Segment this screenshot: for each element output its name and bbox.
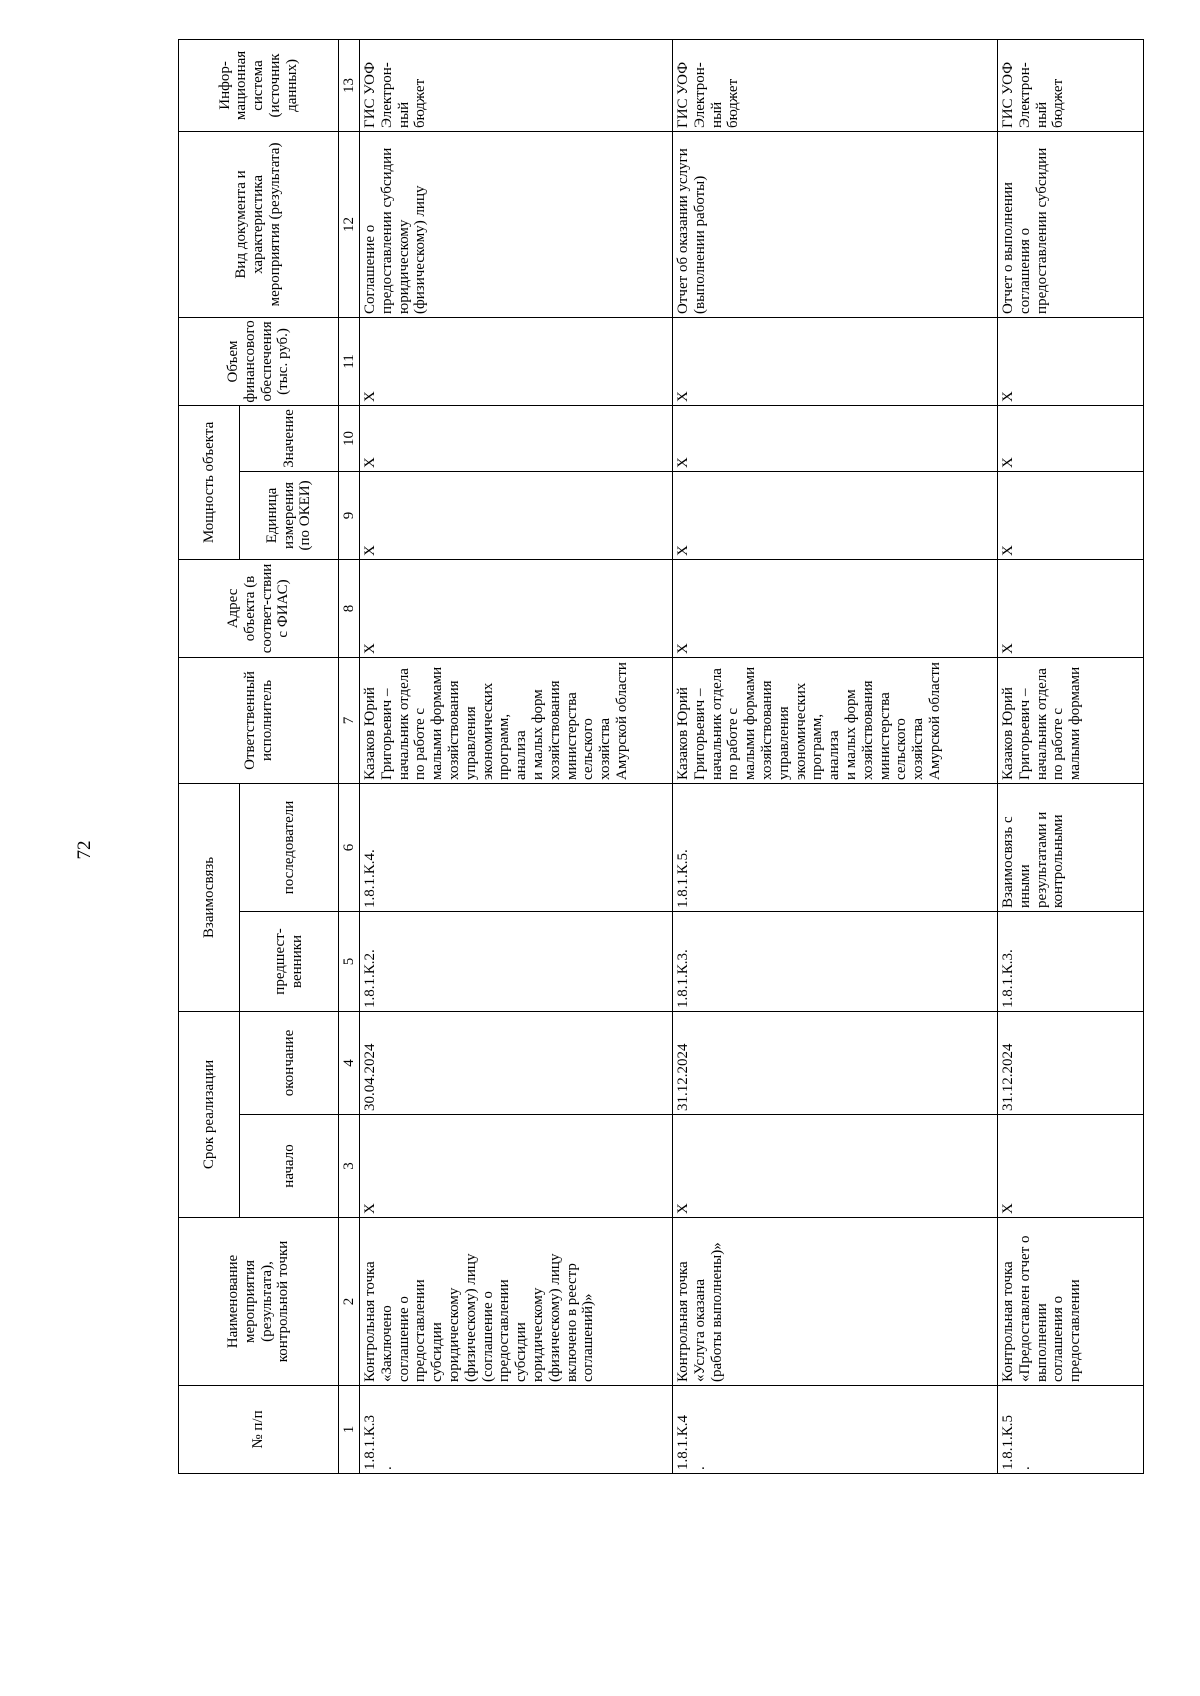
row-responsible: Казаков Юрий Григорьевич – начальник отдела по работе с малыми формами [998, 657, 1144, 783]
table-row [673, 39, 998, 1473]
column-number: 2 [339, 1218, 360, 1386]
header-document: Вид документа и характеристика мероприятия (результата) [179, 131, 339, 317]
column-number: 4 [339, 1011, 360, 1114]
column-number: 13 [339, 39, 360, 131]
row-end: 31.12.2024 [673, 1011, 998, 1114]
row-address: Х [360, 559, 673, 657]
row-name: Контрольная точка «Заключено соглашение о предоставлении субсидии юридическому (физическому) лицу (соглашение о предоставлении субсидии юридическому (физическому) лицу включено в реестр соглашений)» [360, 1218, 673, 1386]
header-successors: последователи [240, 783, 339, 911]
column-number: 12 [339, 131, 360, 317]
row-document: Отчет о выполнении соглашения о предоставлении субсидии [998, 131, 1144, 317]
header-term: Срок реализации [179, 1011, 240, 1217]
header-capacity: Мощность объекта [179, 405, 240, 559]
row-successors: 1.8.1.К.4. [360, 783, 673, 911]
row-info-system: ГИС УОФ Электрон- ный бюджет [998, 39, 1144, 131]
row-responsible: Казаков Юрий Григорьевич – начальник отдела по работе с малыми формами хозяйствования управления экономических программ, анализа и малых форм хозяйствования министерства сельского хозяйства Амурской области [673, 657, 998, 783]
row-start: Х [673, 1115, 998, 1218]
row-successors: 1.8.1.К.5. [673, 783, 998, 911]
header-relation: Взаимосвязь [179, 783, 240, 1011]
header-number: № п/п [179, 1386, 339, 1474]
column-number: 7 [339, 657, 360, 783]
row-end: 31.12.2024 [998, 1011, 1144, 1114]
row-finance: Х [998, 317, 1144, 405]
header-predecessors: предшест-венники [240, 911, 339, 1011]
row-finance: Х [673, 317, 998, 405]
row-responsible: Казаков Юрий Григорьевич – начальник отдела по работе с малыми формами хозяйствования управления экономических программ, анализа и малых форм хозяйствования министерства сельского хозяйства Амурской области [360, 657, 673, 783]
header-responsible: Ответственный исполнитель [179, 657, 339, 783]
header-info-system: Инфор-мационная система (источник данных) [179, 39, 339, 131]
header-row-main [179, 39, 240, 1473]
header-name: Наименование мероприятия (результата), контрольной точки [179, 1218, 339, 1386]
row-name: Контрольная точка «Предоставлен отчет о выполнении соглашения о предоставлении [998, 1218, 1144, 1386]
header-start: начало [240, 1115, 339, 1218]
column-number: 8 [339, 559, 360, 657]
header-value: Значение [240, 405, 339, 471]
row-value: Х [673, 405, 998, 471]
row-document: Отчет об оказании услуги (выполнении работы) [673, 131, 998, 317]
row-address: Х [998, 559, 1144, 657]
row-unit: Х [673, 471, 998, 559]
header-address: Адрес объекта (в соответ-ствии с ФИАС) [179, 559, 339, 657]
row-predecessors: 1.8.1.К.3. [673, 911, 998, 1011]
table-row [360, 39, 673, 1473]
column-number: 10 [339, 405, 360, 471]
row-unit: Х [360, 471, 673, 559]
row-number: 1.8.1.К.4 . [673, 1386, 998, 1474]
row-end: 30.04.2024 [360, 1011, 673, 1114]
header-unit: Единица измерения (по ОКЕИ) [240, 471, 339, 559]
row-value: Х [998, 405, 1144, 471]
row-unit: Х [998, 471, 1144, 559]
activities-table [178, 39, 1144, 1474]
rotated-page-content [178, 40, 1084, 1474]
column-number: 9 [339, 471, 360, 559]
header-end: окончание [240, 1011, 339, 1114]
column-number: 6 [339, 783, 360, 911]
column-numbers-row [339, 39, 360, 1473]
page-number: 72 [74, 840, 95, 860]
row-value: Х [360, 405, 673, 471]
table-row [998, 39, 1144, 1473]
row-info-system: ГИС УОФ Электрон- ный бюджет [673, 39, 998, 131]
row-number: 1.8.1.К.3 . [360, 1386, 673, 1474]
row-start: Х [998, 1115, 1144, 1218]
row-finance: Х [360, 317, 673, 405]
row-predecessors: 1.8.1.К.2. [360, 911, 673, 1011]
column-number: 1 [339, 1386, 360, 1474]
row-start: Х [360, 1115, 673, 1218]
row-address: Х [673, 559, 998, 657]
row-document: Соглашение о предоставлении субсидии юридическому (физическому) лицу [360, 131, 673, 317]
row-successors: Взаимосвязь с иными результатами и контрольными [998, 783, 1144, 911]
row-predecessors: 1.8.1.К.3. [998, 911, 1144, 1011]
row-number: 1.8.1.К.5 . [998, 1386, 1144, 1474]
column-number: 11 [339, 317, 360, 405]
column-number: 5 [339, 911, 360, 1011]
row-name: Контрольная точка «Услуга оказана (работы выполнены)» [673, 1218, 998, 1386]
row-info-system: ГИС УОФ Электрон- ный бюджет [360, 39, 673, 131]
header-finance: Объем финансового обеспечения (тыс. руб.) [179, 317, 339, 405]
column-number: 3 [339, 1115, 360, 1218]
